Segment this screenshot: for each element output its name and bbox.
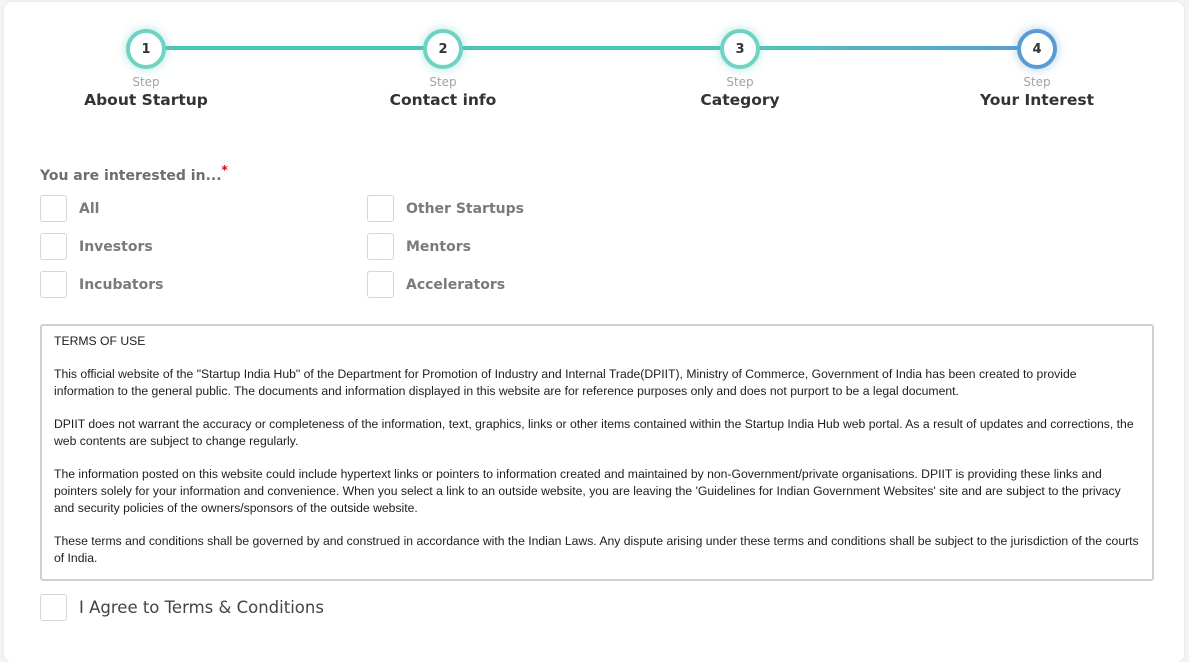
terms-paragraph: These terms and conditions shall be governed by and construed in accordance with the Indian Laws. Any dispute arising under these terms and conditions shall be subject to the jurisdiction of the courts of India. — [54, 534, 1139, 565]
checkbox-box[interactable] — [40, 594, 67, 621]
step-contact-info[interactable] — [343, 29, 543, 109]
checkbox-box[interactable] — [40, 271, 67, 298]
step-title: Your Interest — [979, 91, 1095, 109]
interests-label — [40, 163, 228, 184]
checkbox-other-startups[interactable] — [367, 195, 524, 222]
step-circle: 3 — [720, 29, 760, 69]
checkbox-label: Mentors — [406, 238, 471, 255]
checkbox-label: Incubators — [79, 276, 164, 293]
checkbox-mentors[interactable] — [367, 233, 471, 260]
checkbox-investors[interactable] — [40, 233, 153, 260]
step-about-startup[interactable] — [46, 29, 246, 109]
checkbox-incubators[interactable] — [40, 271, 163, 298]
step-sub: Step — [132, 75, 160, 89]
step-title: Contact info — [389, 91, 497, 109]
step-sub: Step — [726, 75, 754, 89]
checkbox-label: Other Startups — [406, 200, 524, 217]
interests-label-text: You are interested in... — [40, 168, 222, 184]
checkbox-label: Accelerators — [406, 276, 506, 293]
checkbox-box[interactable] — [367, 233, 394, 260]
checkbox-box[interactable] — [40, 195, 67, 222]
terms-paragraph: This official website of the "Startup India Hub" of the Department for Promotion of Industry and Internal Trade(DPIIT), Ministry of Commerce, Government of India has been created to provide information to the general public. The documents and information displayed in this website are for reference purposes only and does not purport to be a legal document. — [54, 367, 1077, 398]
step-title: Category — [700, 91, 780, 109]
terms-paragraph: The information posted on this website could include hypertext links or pointers to information created and maintained by non-Government/private organisations. DPIIT is providing these links and pointers solely for your information and convenience. When you select a link to an outside website, you are leaving the 'Guidelines for Indian Government Websites' site and are subject to the privacy and security policies of the owners/sponsors of the outside website. — [54, 467, 1121, 515]
terms-heading: TERMS OF USE — [54, 334, 146, 348]
step-category[interactable] — [640, 29, 840, 109]
step-your-interest[interactable] — [937, 29, 1137, 109]
checkbox-box[interactable] — [367, 195, 394, 222]
terms-paragraph: DPIIT does not warrant the accuracy or completeness of the information, text, graphics, links or other items contained within the Startup India Hub web portal. As a result of updates and corrections, the web contents are subject to change regularly. — [54, 417, 1134, 448]
step-circle: 4 — [1017, 29, 1057, 69]
step-title: About Startup — [84, 91, 208, 109]
step-circle: 1 — [126, 29, 166, 69]
checkbox-label: Investors — [79, 238, 153, 255]
checkbox-box[interactable] — [367, 271, 394, 298]
step-sub: Step — [1023, 75, 1051, 89]
agree-terms-checkbox[interactable] — [40, 594, 324, 621]
checkbox-accelerators[interactable] — [367, 271, 505, 298]
required-mark: * — [221, 163, 228, 177]
step-sub: Step — [429, 75, 457, 89]
terms-textbox[interactable] — [40, 324, 1154, 581]
checkbox-box[interactable] — [40, 233, 67, 260]
step-circle: 2 — [423, 29, 463, 69]
agree-terms-label: I Agree to Terms & Conditions — [79, 598, 324, 617]
checkbox-label: All — [79, 200, 100, 217]
checkbox-all[interactable] — [40, 195, 99, 222]
